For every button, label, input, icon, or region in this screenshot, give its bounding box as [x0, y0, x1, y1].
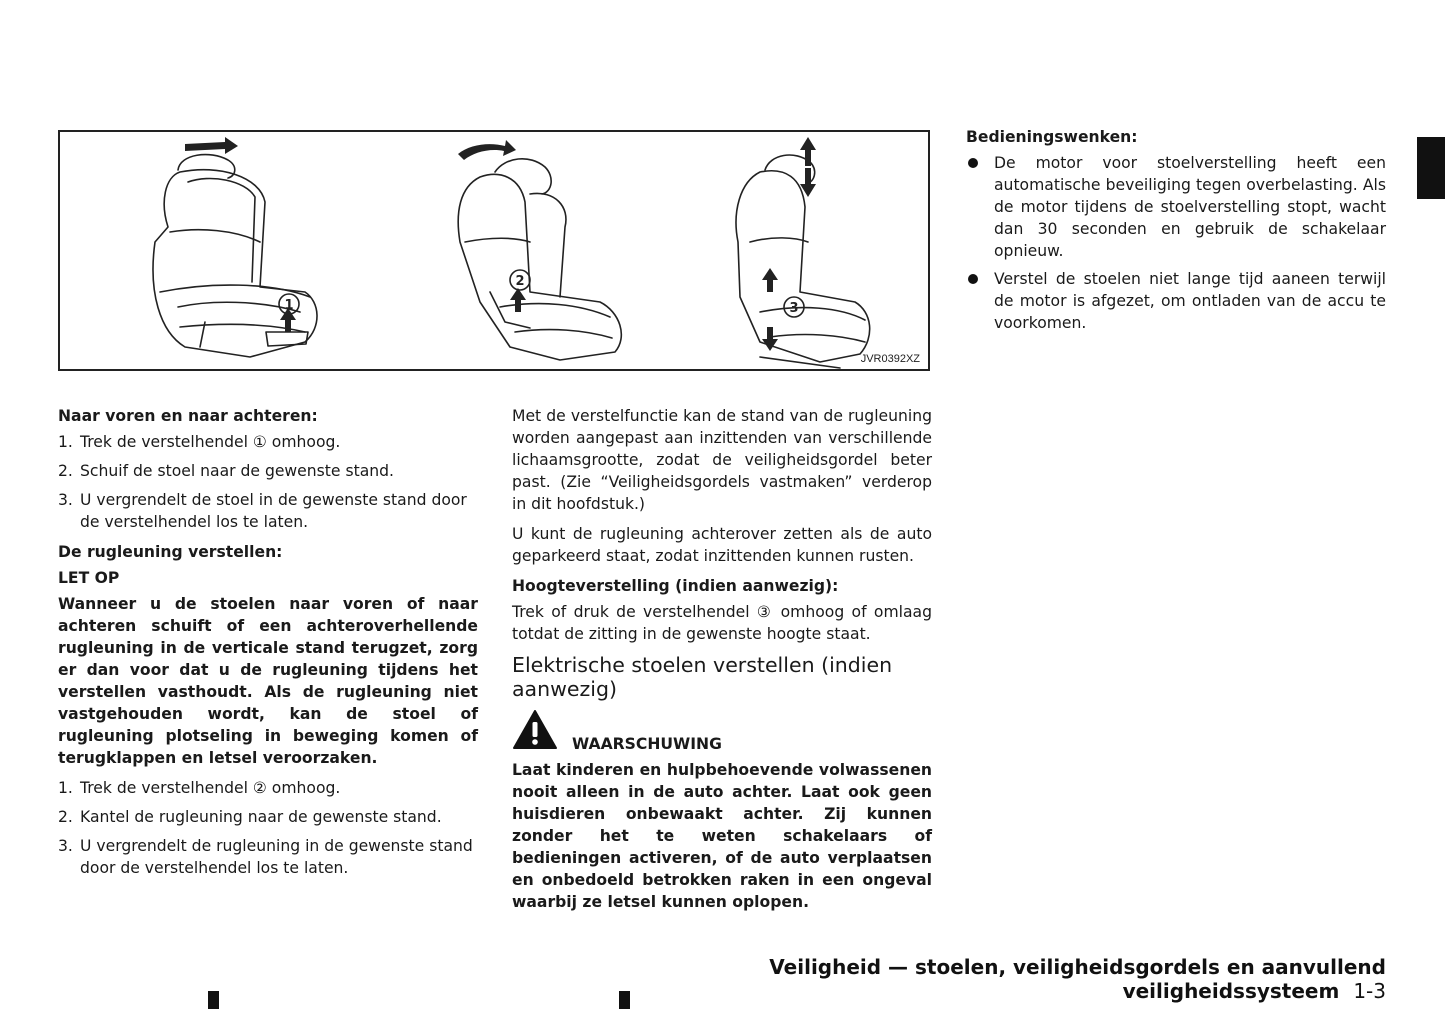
- callout-1-label: 1: [284, 298, 294, 313]
- right-column: [966, 126, 1386, 340]
- heading-recline: De rugleuning verstellen:: [58, 543, 283, 561]
- section-title-electric-seats: Elektrische stoelen verstellen (indien aanwezig): [512, 653, 893, 701]
- callout-3-label: 3: [789, 301, 799, 316]
- warning-label: WAARSCHUWING: [572, 735, 722, 753]
- page-footer: [560, 955, 1386, 1003]
- crop-mark: [208, 991, 219, 1009]
- arrow-up-lever-2-icon: [510, 288, 526, 312]
- list-item: 2. Kantel de rugleuning naar de gewenste stand.: [58, 808, 442, 826]
- callout-2-label: 2: [515, 274, 525, 289]
- list-item: 3. U vergrendelt de rugleuning in de gewenste stand door de verstelhendel los te laten.: [58, 837, 473, 877]
- caution-text: Wanneer u de stoelen naar voren of naar achteren schuift of een achteroverhellende rugleuning in de verticale stand terugzet, zorg er dan voor dat u de rugleuning tijdens het verstellen vasthoudt. Als de rugleuning niet vastgehouden wordt, kan de stoel of rugleuning plotseling in beweging komen of terugklappen en letsel veroorzaken.: [58, 595, 478, 767]
- chapter-tab-marker: [1417, 137, 1445, 199]
- tips-list: [966, 152, 1386, 334]
- heading-height: Hoogteverstelling (indien aanwezig):: [512, 577, 839, 595]
- arrow-recline-icon: [458, 140, 516, 160]
- list-item: Verstel de stoelen niet lange tijd aaneen terwijl de motor is afgezet, om ontladen van de accu te voorkomen.: [966, 268, 1386, 334]
- list-item: 2. Schuif de stoel naar de gewenste stand.: [58, 462, 394, 480]
- page-number: 1-3: [1353, 979, 1386, 1003]
- arrow-up-seat-icon: [800, 137, 816, 166]
- middle-column: [512, 405, 932, 921]
- list-item: De motor voor stoelverstelling heeft een automatische beveiliging tegen overbelasting. Als de motor tijdens de stoelverstelling stopt, wacht dan 30 seconden en gebruik de schakelaar opnieuw.: [966, 152, 1386, 262]
- crop-mark: [619, 991, 630, 1009]
- heading-forward-back: Naar voren en naar achteren:: [58, 407, 318, 425]
- height-paragraph: Trek of druk de verstelhendel ③ omhoog of omlaag totdat de zitting in de gewenste hoogte staat.: [512, 603, 932, 643]
- steps-forward-list: [58, 431, 478, 533]
- left-column: [58, 405, 478, 887]
- list-item: 1. Trek de verstelhendel ① omhoog.: [58, 433, 341, 451]
- bullet-icon: [968, 274, 978, 284]
- figure-code: JVR0392XZ: [860, 353, 920, 365]
- bullet-icon: [968, 158, 978, 168]
- seat-diagrams: [60, 132, 928, 369]
- parking-paragraph: U kunt de rugleuning achterover zetten als de auto geparkeerd staat, zodat inzittenden kunnen rusten.: [512, 525, 932, 565]
- steps-recline-list: [58, 777, 478, 879]
- arrow-up-lever-3-icon: [762, 268, 778, 292]
- arrow-forward-back-icon: [185, 137, 238, 154]
- warning-header: [512, 709, 932, 757]
- heading-operating-tips: Bedieningswenken:: [966, 128, 1138, 146]
- list-item: 1. Trek de verstelhendel ② omhoog.: [58, 779, 341, 797]
- list-item: 3. U vergrendelt de stoel in de gewenste stand door de verstelhendel los te laten.: [58, 491, 467, 531]
- seat-adjustment-illustration: [58, 130, 930, 371]
- recline-paragraph: Met de verstelfunctie kan de stand van de rugleuning worden aangepast aan inzittenden van verschillende lichaamsgrootte, zodat de veiligheidsgordel beter past. (Zie “Veiligheidsgordels vastmaken” verderop in dit hoofdstuk.): [512, 407, 932, 513]
- seat-1-drawing: [153, 155, 317, 357]
- warning-triangle-icon: [512, 709, 558, 751]
- warning-text: Laat kinderen en hulpbehoevende volwassenen nooit alleen in de auto achter. Laat ook geen huisdieren onbewaakt achter. Zij kunnen zonder het te weten schakelaars of bedieningen activeren, of de auto verplaatsen en onbedoeld betrokken raken in een ongeval waarbij ze letsel kunnen oplopen.: [512, 761, 932, 911]
- caution-label: LET OP: [58, 569, 120, 587]
- seat-2-drawing: [458, 159, 621, 360]
- footer-title: Veiligheid — stoelen, veiligheidsgordels en aanvullend veiligheidssysteem: [769, 955, 1386, 1003]
